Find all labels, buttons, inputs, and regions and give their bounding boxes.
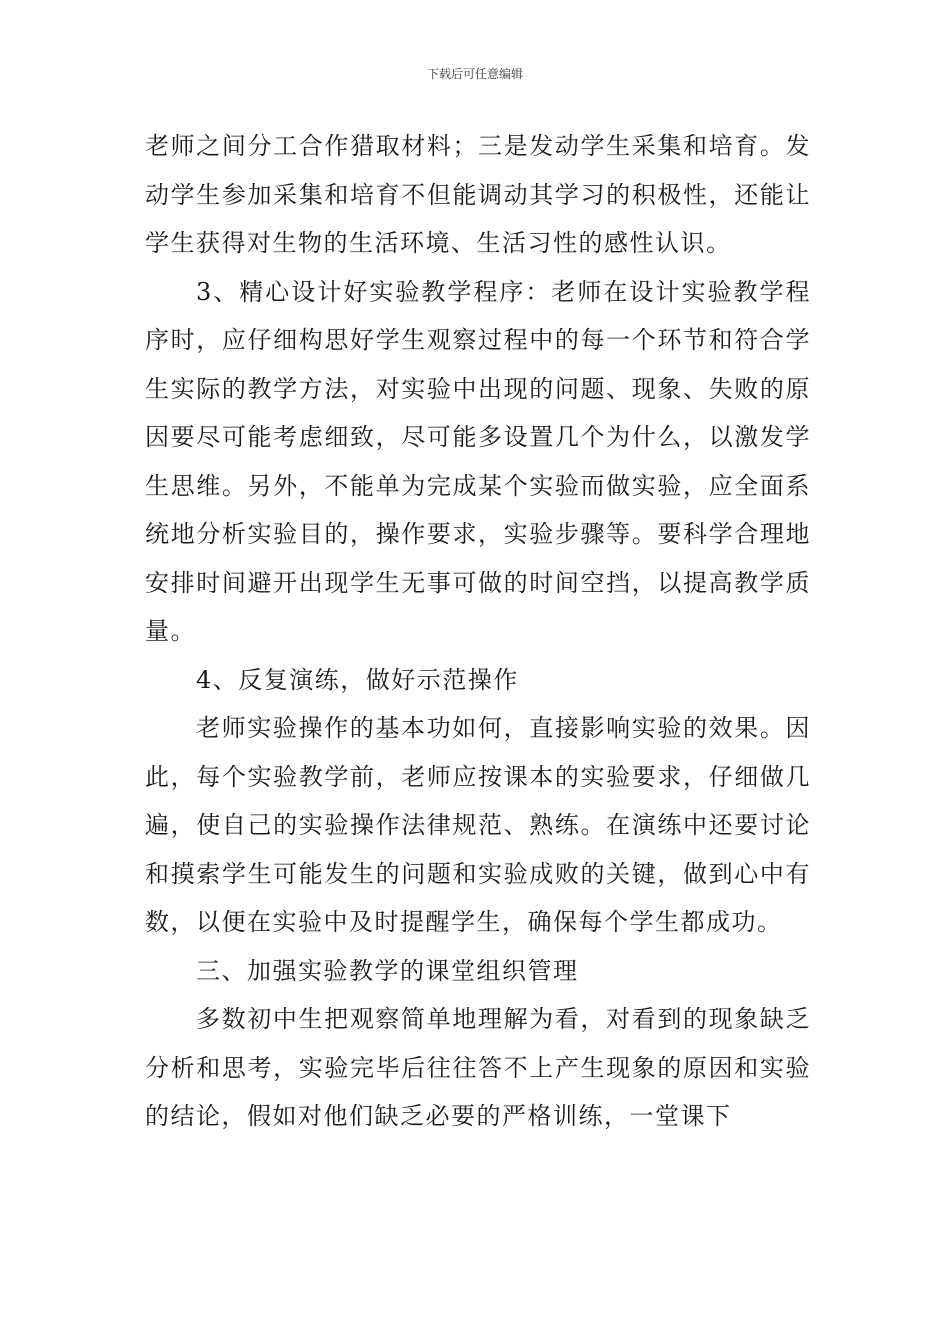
paragraph-teacher-practice: 老师实验操作的基本功如何，直接影响实验的效果。因此，每个实验教学前，老师应按课本的实验要求，仔细做几遍，使自己的实验操作法律规范、熟练。在演练中还要讨论和摸索学生可能发生的问题和实验成败的关键，做到心中有数，以便在实验中及时提醒学生，确保每个学生都成功。 [145, 714, 811, 936]
paragraph-heading-demonstration: 4、反复演练，做好示范操作 [196, 665, 519, 694]
document-body [145, 122, 811, 1141]
paragraph-continuation: 老师之间分工合作猎取材料；三是发动学生采集和培育。发动学生参加采集和培育不但能调动其学习的积极性，还能让学生获得对生物的生活环境、生活习性的感性认识。 [145, 132, 811, 257]
paragraph-experiment-procedure: 3、精心设计好实验教学程序：老师在设计实验教学程序时，应仔细构思好学生观察过程中的每一个环节和符合学生实际的教学方法，对实验中出现的问题、现象、失败的原因要尽可能考虑细致，尽可能多设置几个为什么，以激发学生思维。另外，不能单为完成某个实验而做实验，应全面系统地分析实验目的，操作要求，实验步骤等。要科学合理地安排时间避开出现学生无事可做的时间空挡，以提高教学质量。 [145, 277, 811, 645]
paragraph-heading-classroom-management: 三、加强实验教学的课堂组织管理 [196, 956, 579, 985]
page-header: 下载后可任意编辑 [426, 67, 523, 81]
paragraph-observation-training: 多数初中生把观察简单地理解为看，对看到的现象缺乏分析和思考，实验完毕后往往答不上产生现象的原因和实验的结论，假如对他们缺乏必要的严格训练，一堂课下 [145, 1005, 811, 1130]
